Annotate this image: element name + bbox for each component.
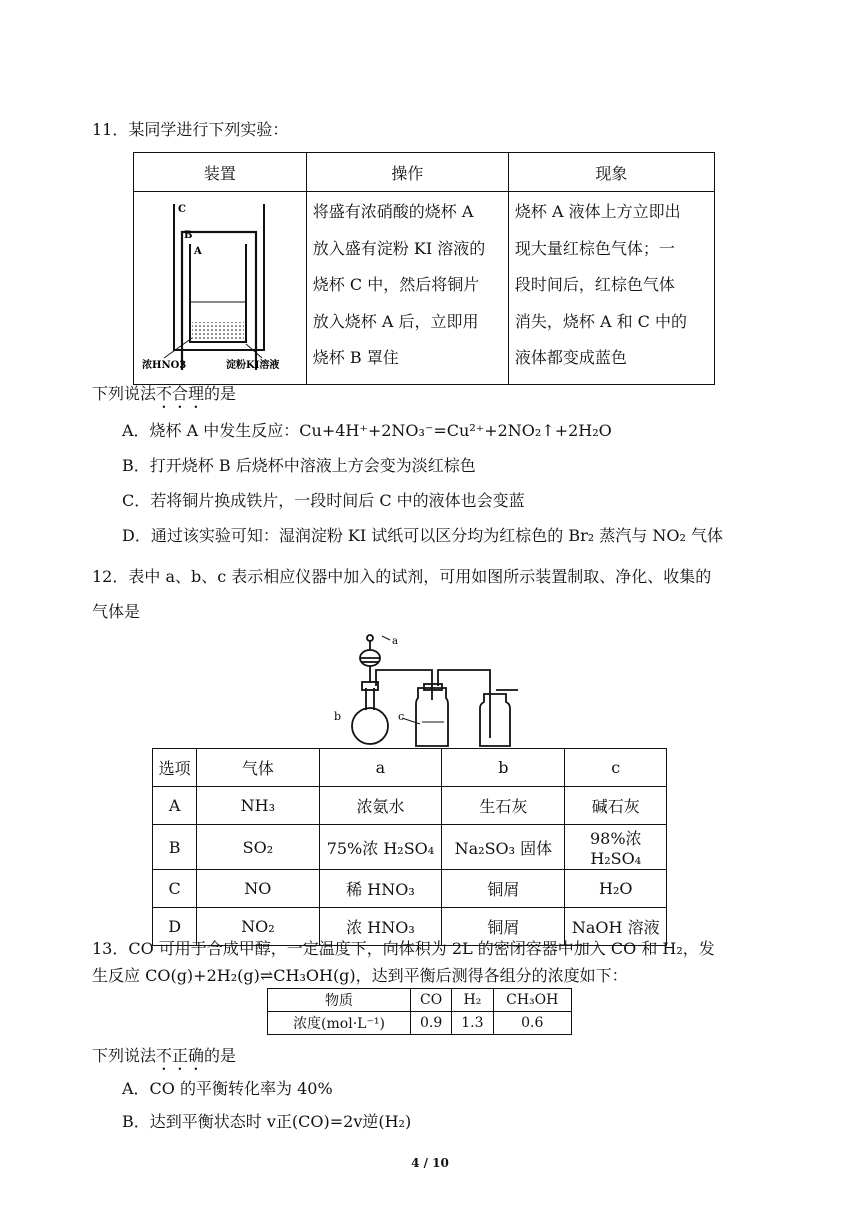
label-beaker-b: B	[184, 230, 193, 241]
table-header-row: 物质 CO H₂ CH₃OH	[268, 989, 572, 1012]
emphasis-dotted: 不合理	[156, 384, 205, 403]
q11-phenomenon-cell	[508, 192, 714, 385]
q11-option-a: A．烧杯 A 中发生反应：Cu+4H⁺+2NO₃⁻=Cu²⁺+2NO₂↑+2H₂O	[122, 421, 612, 440]
table-row: D NO₂ 浓 HNO₃ 铜屑 NaOH 溶液	[153, 908, 667, 946]
q11-question: 下列说法不合理的是	[92, 384, 237, 403]
table-row: A NH₃ 浓氨水 生石灰 碱石灰	[153, 787, 667, 825]
q11-phenomenon-line: 现大量红棕色气体；一	[514, 238, 675, 258]
q11-option-d: D．通过该实验可知：湿润淀粉 KI 试纸可以区分均为红棕色的 Br₂ 蒸汽与 NO₂ 气体	[122, 526, 723, 545]
q11-apparatus-cell	[134, 192, 307, 385]
q13-stem-line2: 生反应 CO(g)+2H₂(g)⇌CH₃OH(g)，达到平衡后测得各组分的浓度如下：	[92, 966, 628, 985]
q11-header-apparatus: 装置	[134, 153, 307, 192]
beaker-apparatus-figure	[134, 192, 302, 380]
emphasis-dotted: 不正确	[156, 1046, 205, 1065]
q11-phenomenon-line: 液体都变成蓝色	[514, 348, 627, 367]
q11-operation-line: 烧杯 B 罩住	[312, 348, 399, 367]
q13-option-b: B．达到平衡状态时 v正(CO)=2v逆(H₂)	[122, 1112, 412, 1131]
q11-table	[133, 152, 715, 385]
q11-header-phenomenon: 现象	[508, 153, 714, 192]
label-conc-hno3: 浓HNO3	[142, 360, 187, 371]
q13-question: 下列说法不正确的是	[92, 1046, 237, 1065]
q11-phenomenon-line: 烧杯 A 液体上方立即出	[514, 202, 681, 221]
q11-operation-line: 放入烧杯 A 后，立即用	[312, 311, 479, 331]
label-beaker-a: A	[194, 246, 202, 257]
q12-table	[152, 748, 667, 946]
q11-operation-line: 放入盛有淀粉 KI 溶液的	[312, 238, 486, 258]
q11-option-c: C．若将铜片换成铁片，一段时间后 C 中的液体也会变蓝	[122, 491, 525, 510]
q12-stem-line1: 12．表中 a、b、c 表示相应仪器中加入的试剂，可用如图所示装置制取、净化、收集的	[92, 567, 712, 586]
q11-table-header	[134, 153, 715, 192]
page-number: 4 / 10	[411, 1156, 449, 1170]
q11-phenomenon-line: 消失，烧杯 A 和 C 中的	[514, 311, 688, 331]
q11-option-b: B．打开烧杯 B 后烧杯中溶液上方会变为淡红棕色	[122, 456, 476, 475]
q11-operation-line: 将盛有浓硝酸的烧杯 A	[312, 202, 474, 221]
table-row: B SO₂ 75%浓 H₂SO₄ Na₂SO₃ 固体 98%浓 H₂SO₄	[153, 825, 667, 870]
q13-stem-line1: 13．CO 可用于合成甲醇，一定温度下，向体积为 2L 的密闭容器中加入 CO 和 H₂，发	[92, 939, 715, 958]
q11-stem: 11．某同学进行下列实验：	[92, 120, 289, 139]
table-row: 浓度(mol·L⁻¹) 0.9 1.3 0.6	[268, 1012, 572, 1035]
q13-option-a: A．CO 的平衡转化率为 40%	[122, 1079, 333, 1098]
q13-table	[267, 988, 572, 1035]
label-c: c	[398, 710, 405, 723]
q11-header-operation: 操作	[306, 153, 508, 192]
q12-stem-line2: 气体是	[92, 602, 141, 621]
label-b: b	[334, 710, 342, 723]
table-header-row: 选项 气体 a b c	[153, 749, 667, 787]
q11-phenomenon-line: 段时间后，红棕色气体	[514, 275, 675, 294]
q11-operation-line: 烧杯 C 中，然后将铜片	[312, 275, 480, 294]
gas-apparatus-figure	[320, 628, 540, 748]
q11-operation-cell	[306, 192, 508, 385]
label-beaker-c: C	[178, 204, 186, 215]
label-a: a	[392, 636, 398, 647]
label-starch-ki: 淀粉KI溶液	[226, 360, 280, 371]
table-row: C NO 稀 HNO₃ 铜屑 H₂O	[153, 870, 667, 908]
